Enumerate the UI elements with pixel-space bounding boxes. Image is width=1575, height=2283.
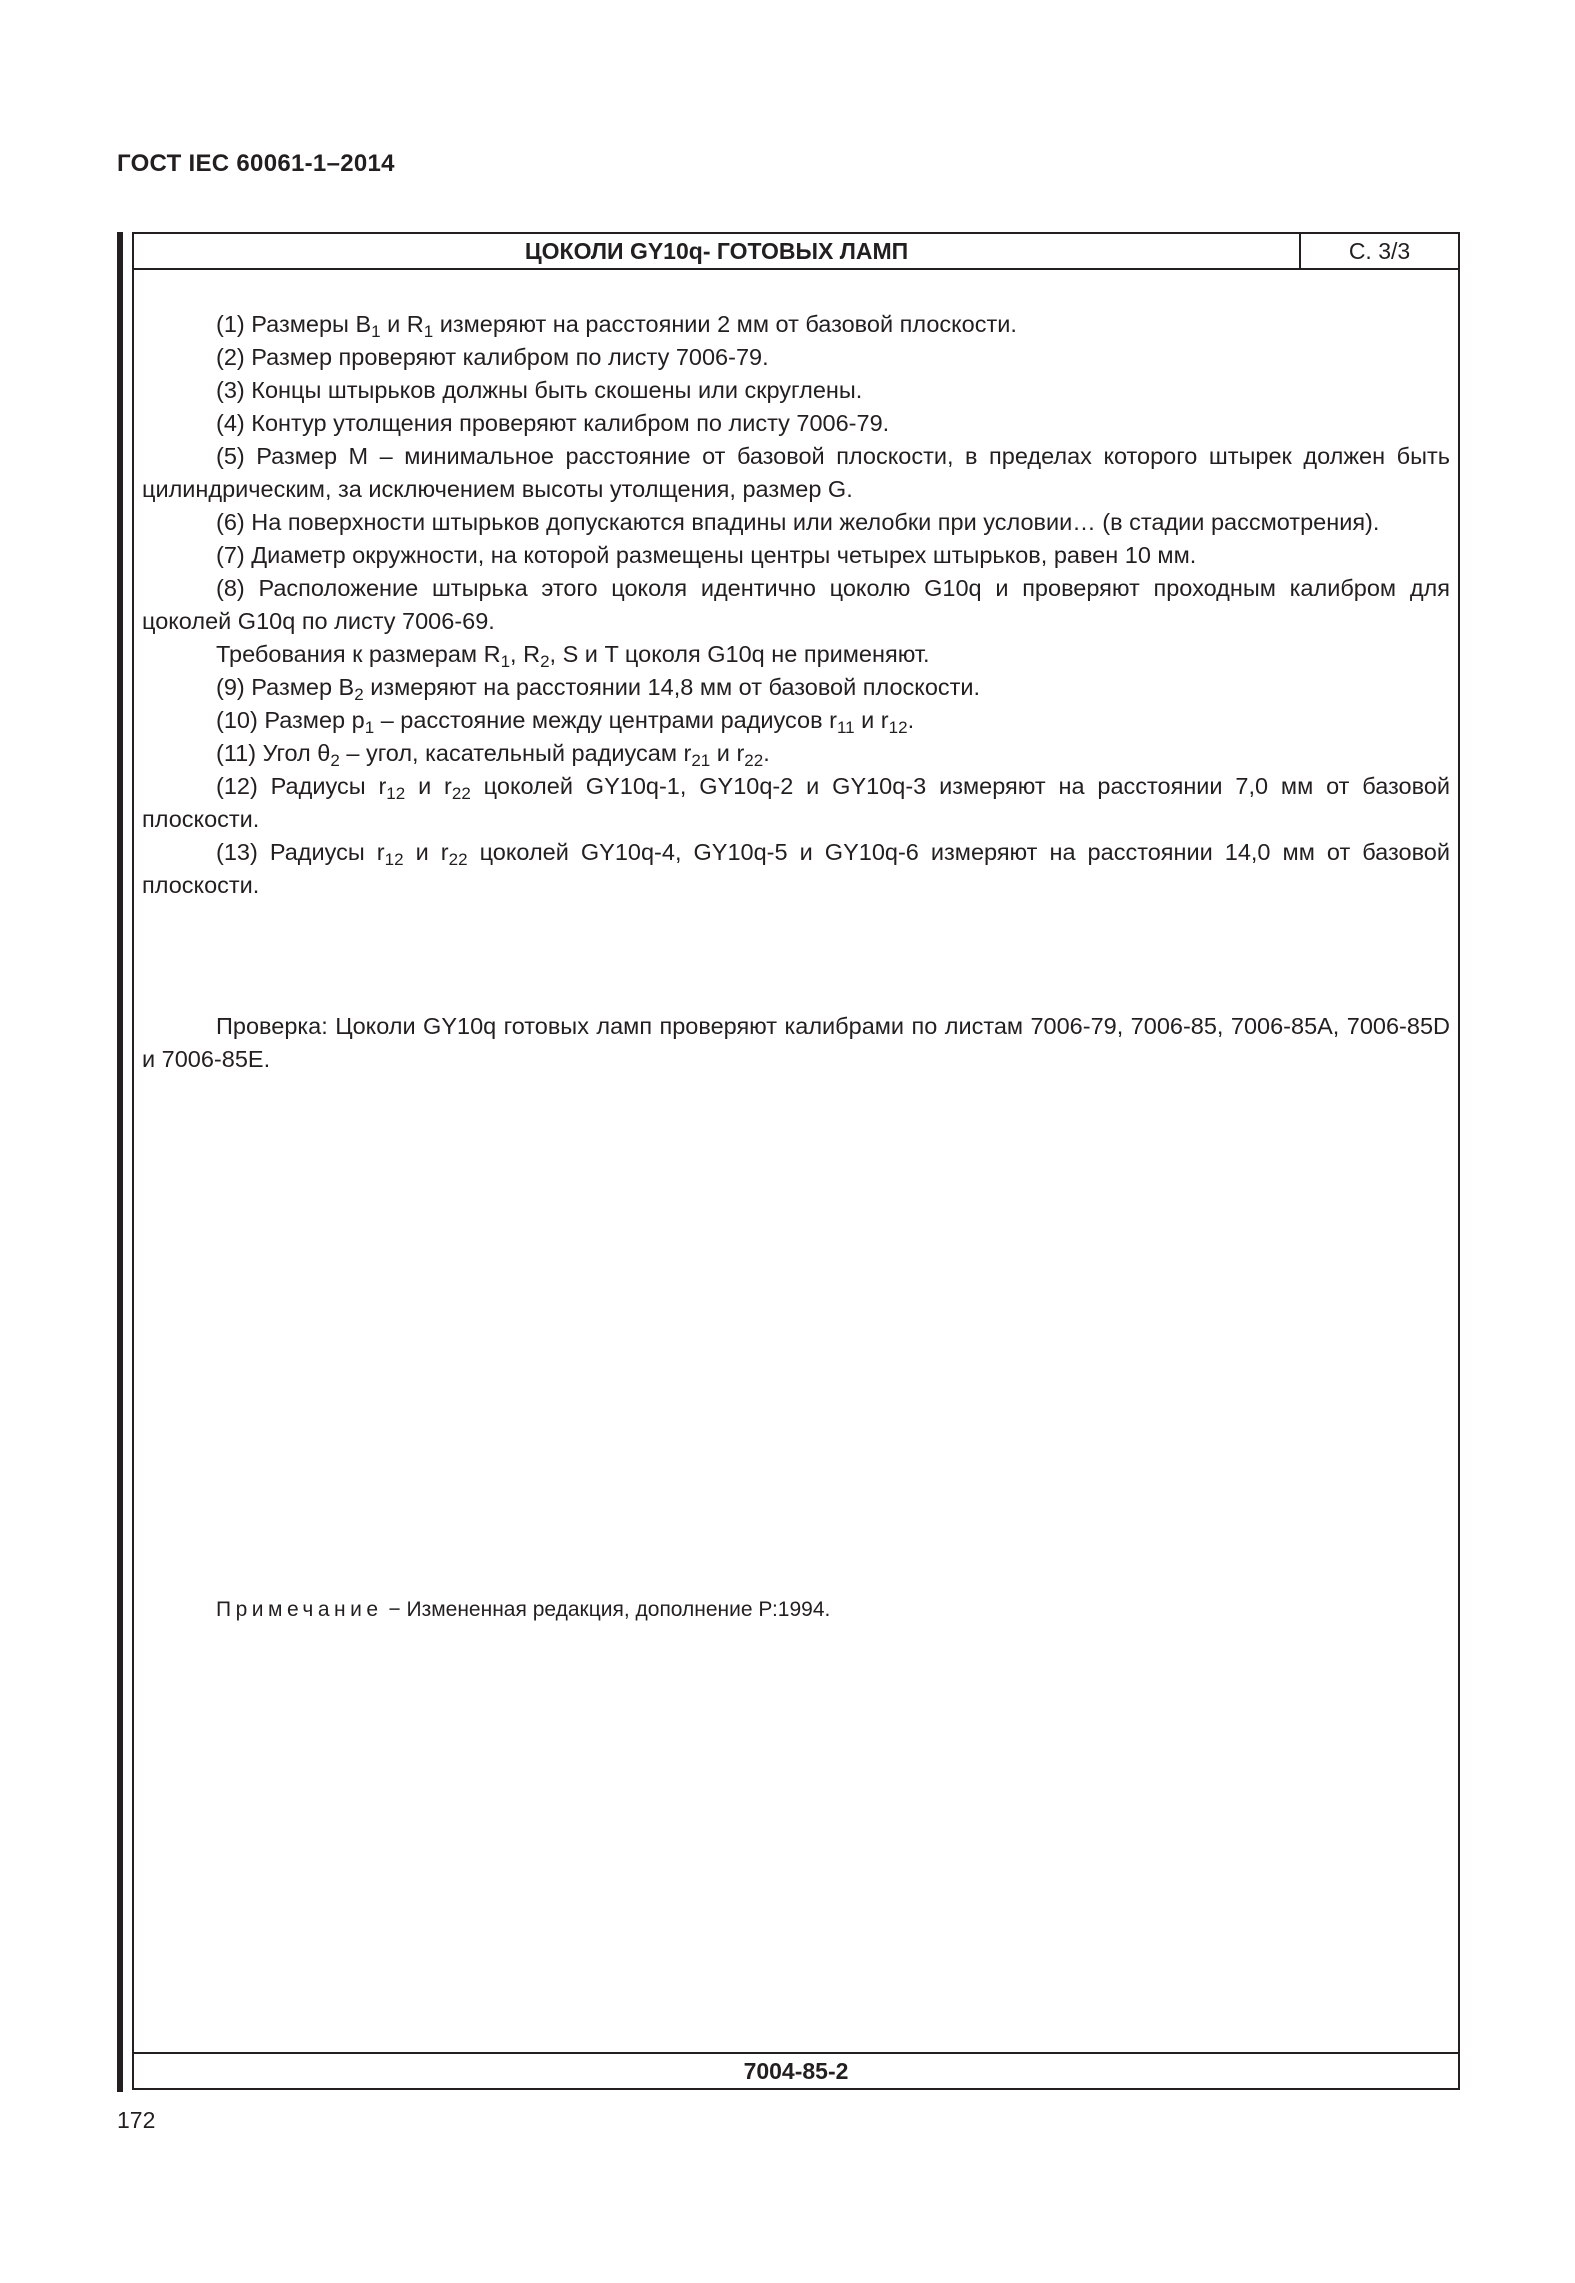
note-8: (8) Расположение штырька этого цоколя идентично цоколю G10q и проверяют проходным калибром для цоколей G10q по листу 7006-69. bbox=[142, 575, 1450, 634]
notes-list bbox=[142, 308, 1450, 902]
note-6: (6) На поверхности штырьков допускаются впадины или желобки при условии… (в стадии рассмотрения). bbox=[216, 509, 1380, 535]
remark bbox=[216, 1598, 830, 1622]
remark-label: Примечание bbox=[216, 1598, 383, 1621]
note-3: (3) Концы штырьков должны быть скошены или скруглены. bbox=[216, 377, 863, 403]
note-5: (5) Размер M – минимальное расстояние от базовой плоскости, в пределах которого штырек должен быть цилиндрическим, за исключением высоты утолщения, размер G. bbox=[142, 443, 1450, 502]
document-header: ГОСТ IEC 60061-1–2014 bbox=[117, 150, 395, 177]
note-9: (9) Размер $B_2$ измеряют на расстоянии 14,8 мм от базовой плоскости. bbox=[216, 674, 981, 704]
note-13: (13) Радиусы $r_{12}$ и $r_{22}$ цоколей GY10q-4, GY10q-5 и GY10q-6 измеряют на расстоянии 14,0 мм от базовой плоскости. bbox=[142, 839, 1450, 898]
sheet-frame bbox=[132, 232, 1460, 2090]
sheet-page-ref: С. 3/3 bbox=[1348, 238, 1411, 264]
note-1: (1) Размеры $B_1$ и $R_1$ измеряют на расстоянии 2 мм от базовой плоскости. bbox=[216, 311, 1017, 341]
check-paragraph: Проверка: Цоколи GY10q готовых ламп проверяют калибрами по листам 7006-79, 7006-85, 7006-85A, 7006-85D и 7006-85E. bbox=[142, 1013, 1450, 1072]
sheet-number: 7004-85-2 bbox=[134, 2052, 1458, 2088]
note-requirements: Требования к размерам $R_1$, $R_2$, S и T цоколя G10q не применяют. bbox=[216, 641, 930, 671]
note-10: (10) Размер $p_1$ – расстояние между центрами радиусов $r_{11}$ и $r_{12}$. bbox=[216, 707, 915, 737]
note-12: (12) Радиусы $r_{12}$ и $r_{22}$ цоколей GY10q-1, GY10q-2 и GY10q-3 измеряют на расстоянии 7,0 мм от базовой плоскости. bbox=[142, 773, 1451, 832]
remark-text: − Измененная редакция, дополнение Р:1994. bbox=[382, 1598, 831, 1621]
change-bar bbox=[117, 232, 123, 2092]
note-7: (7) Диаметр окружности, на которой размещены центры четырех штырьков, равен 10 мм. bbox=[216, 542, 1197, 568]
title-row bbox=[134, 234, 1458, 270]
page-number: 172 bbox=[117, 2107, 156, 2133]
sheet-title: ЦОКОЛИ GY10q- ГОТОВЫХ ЛАМП bbox=[134, 234, 1301, 268]
note-2: (2) Размер проверяют калибром по листу 7006-79. bbox=[216, 344, 769, 370]
note-11: (11) Угол $\theta_2$ – угол, касательный радиусам $r_{21}$ и $r_{22}$. bbox=[216, 740, 770, 770]
note-4: (4) Контур утолщения проверяют калибром по листу 7006-79. bbox=[216, 410, 890, 436]
